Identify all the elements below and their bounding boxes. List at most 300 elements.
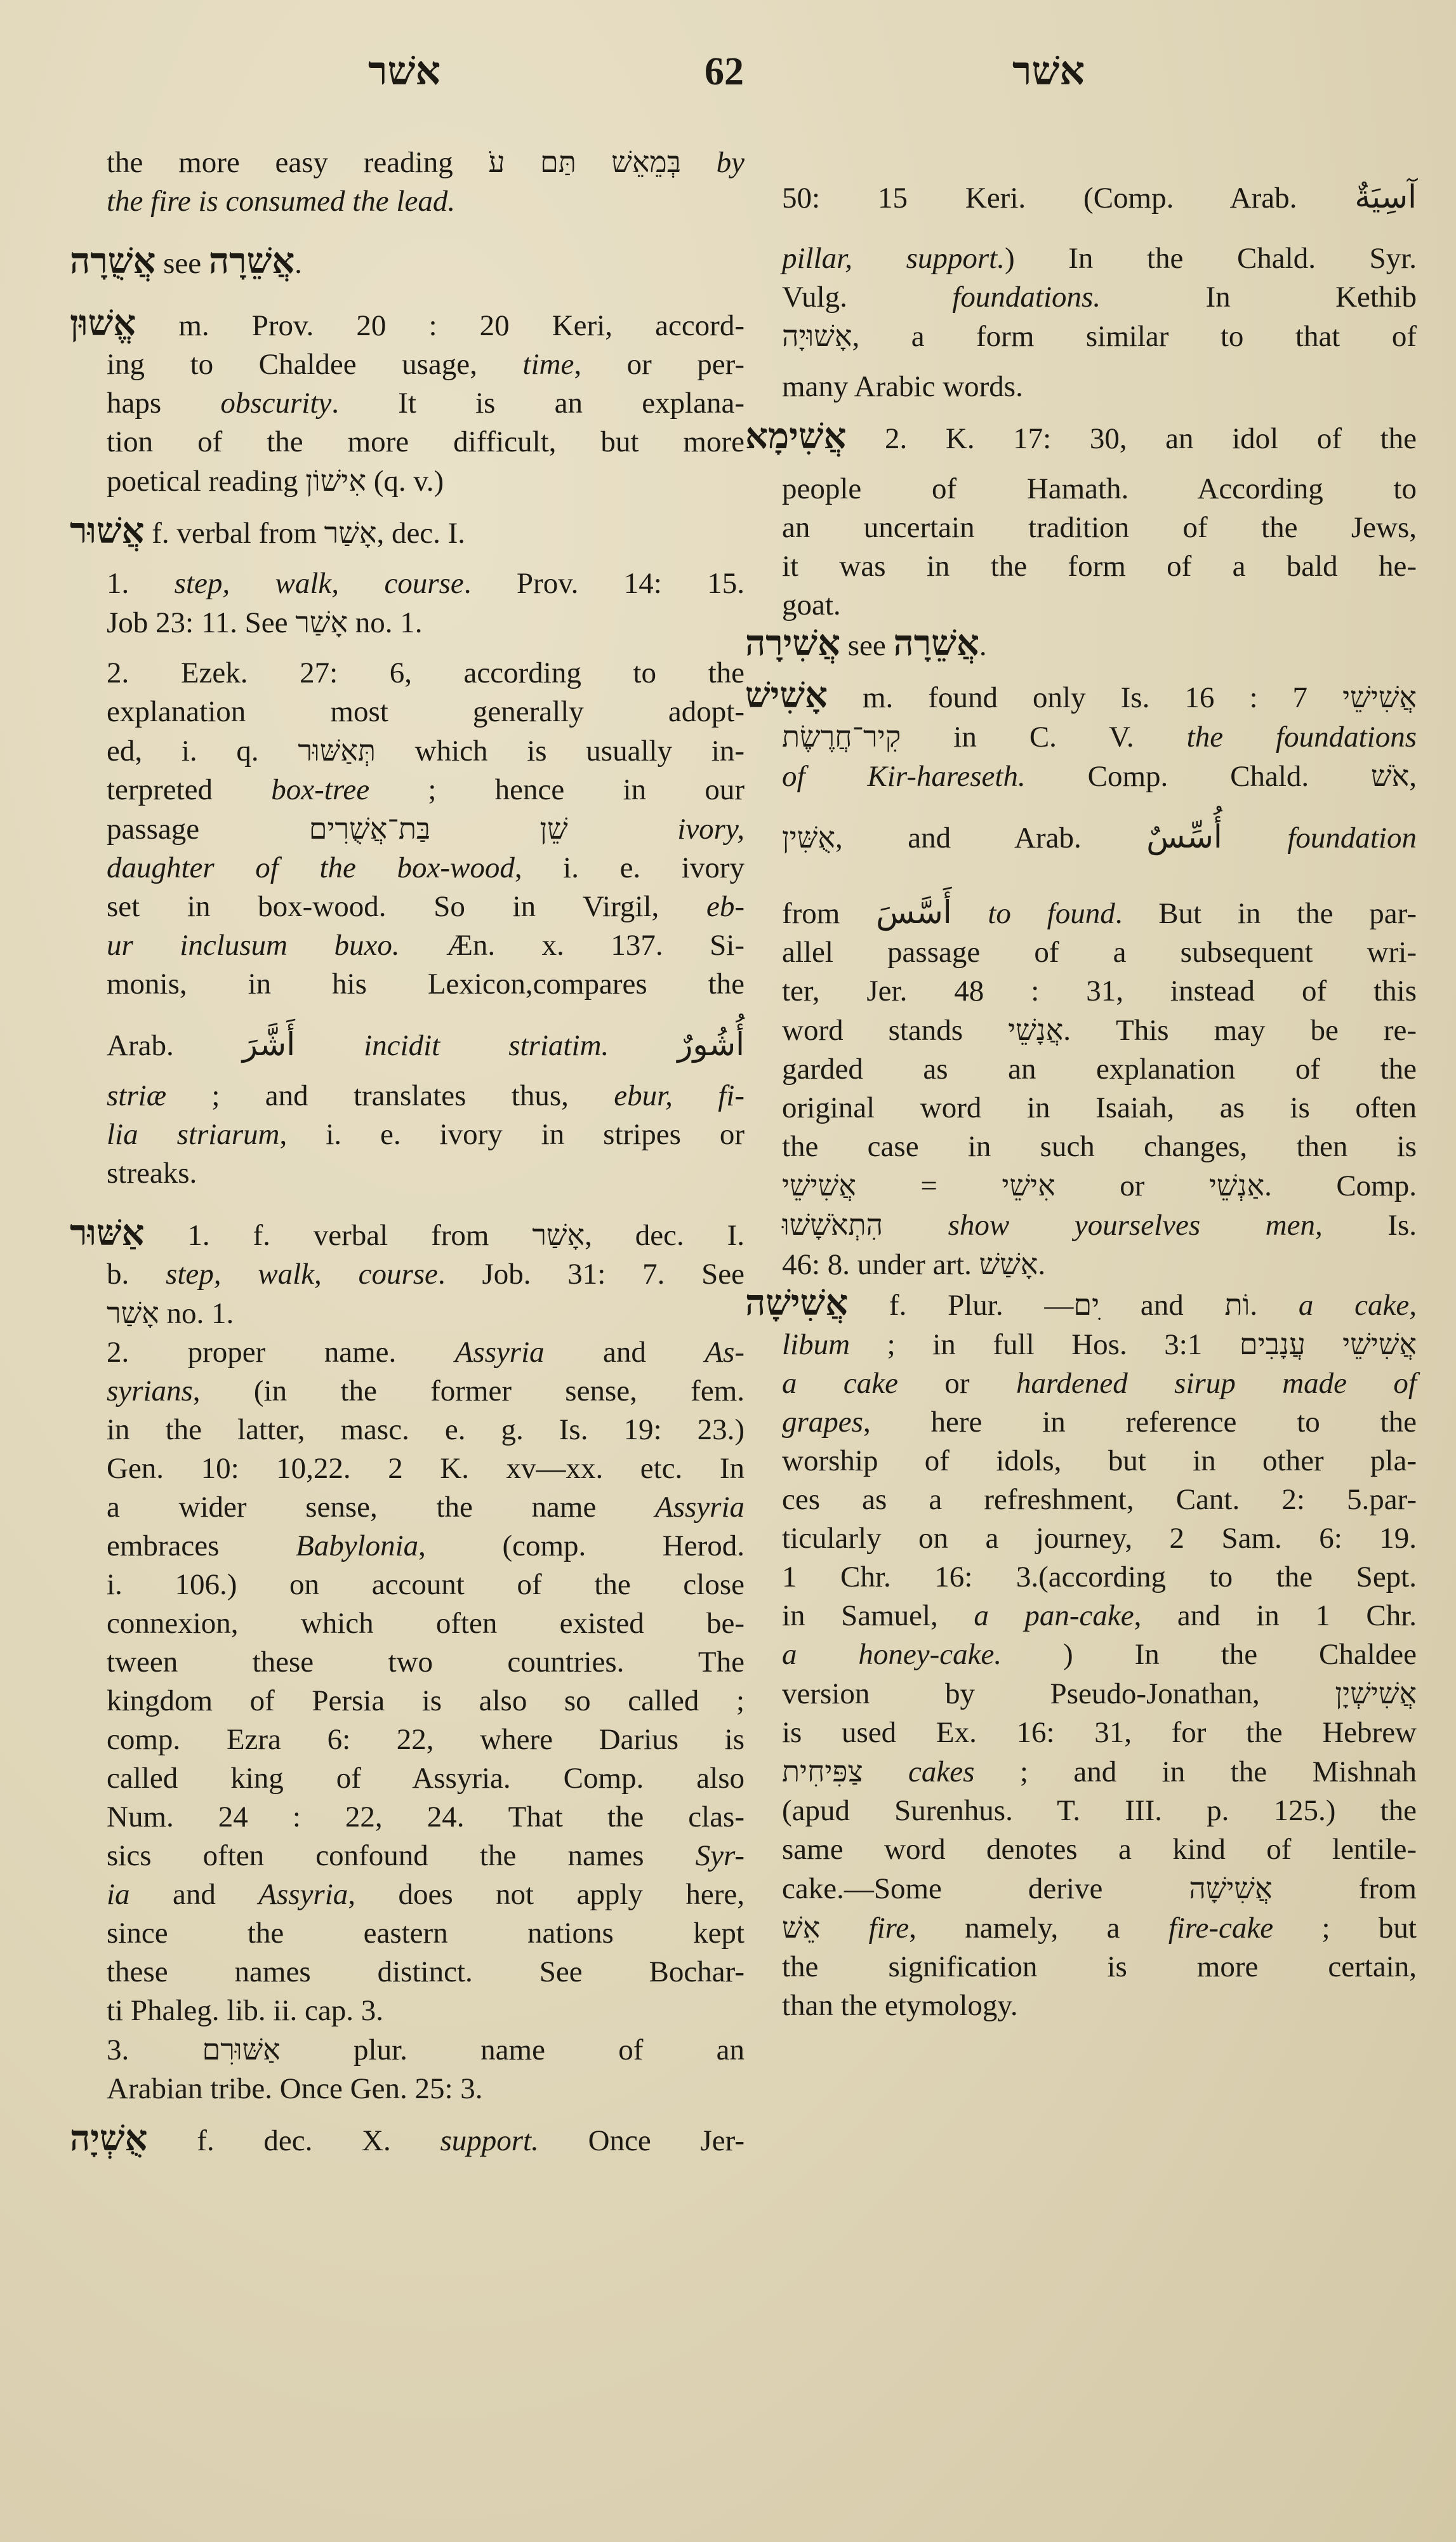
italic-gloss: by	[680, 146, 745, 179]
text-run: . Comp.	[1264, 1169, 1417, 1202]
hebrew-word: שֵׁן בַּת־אֲשֻׁרִים	[308, 813, 568, 845]
text-run: garded as an explanation of the	[782, 1053, 1417, 1086]
text-run: in Samuel,	[782, 1599, 974, 1632]
text-run: .	[979, 629, 987, 662]
text-line	[107, 462, 745, 501]
italic-gloss: a cake	[782, 1367, 898, 1400]
headword: אֲשׁוּר	[70, 512, 145, 551]
text-run: explanation most generally adopt-	[107, 695, 745, 728]
text-run: b.	[107, 1258, 166, 1291]
italic-gloss: cakes	[908, 1755, 975, 1788]
headword: אָשִׁישׁ	[745, 676, 828, 715]
italic-gloss: the foundations	[1186, 721, 1417, 754]
text-run: 2. proper name.	[107, 1336, 455, 1369]
text-line	[107, 1914, 745, 1953]
text-line	[782, 1869, 1417, 1908]
italic-gloss: ia	[107, 1878, 130, 1911]
text-run: kingdom of Persia is also so called ;	[107, 1684, 745, 1717]
text-run: . This may be re-	[1063, 1014, 1417, 1047]
text-run: word stands	[782, 1014, 1009, 1047]
text-run: tween these two countries. The	[107, 1646, 745, 1679]
text-line	[107, 1604, 745, 1643]
italic-gloss: support.	[440, 2124, 539, 2157]
text-run: is used Ex. 16: 31, for the Hebrew	[782, 1716, 1417, 1749]
text-run: Job 23: 11. See	[107, 606, 296, 639]
spacer	[107, 1065, 745, 1077]
headword: אֲשֻׁרָה	[70, 242, 156, 281]
italic-gloss: show yourselves men,	[948, 1209, 1323, 1242]
text-line	[107, 182, 745, 221]
italic-gloss: daughter of the box-wood	[107, 851, 515, 884]
text-run: in C. V.	[901, 721, 1187, 754]
arabic-word: أَسَّسَ	[876, 895, 952, 930]
text-run: see	[156, 247, 209, 280]
hebrew-word: אֻשִּׁין	[782, 822, 835, 854]
italic-gloss: eb-	[706, 890, 745, 923]
spacer	[107, 1193, 745, 1214]
text-run: Once Jer-	[538, 2124, 745, 2157]
text-line	[107, 731, 745, 771]
entry-headline	[745, 677, 1417, 717]
text-run: or	[1055, 1169, 1209, 1202]
italic-gloss: As-	[705, 1336, 745, 1369]
headword: אֲשֵׁרָה	[893, 624, 979, 663]
text-line	[107, 654, 745, 693]
text-line	[107, 1294, 745, 1333]
text-run: the signification is more certain,	[782, 1950, 1417, 1983]
text-line	[782, 1206, 1417, 1245]
text-line	[107, 1837, 745, 1875]
text-run: m. found only Is. 16 : 7	[827, 681, 1343, 714]
spacer	[782, 218, 1417, 239]
text-line	[782, 368, 1417, 406]
text-run: , namely, a	[909, 1912, 1168, 1945]
text-run: worship of idols, but in other pla-	[782, 1444, 1417, 1477]
text-line	[782, 1325, 1417, 1364]
text-line	[107, 603, 745, 642]
running-head-left: אשׁר	[368, 50, 441, 93]
text-run: and	[544, 1336, 705, 1369]
page-number: 62	[705, 50, 744, 93]
spacer	[107, 283, 745, 305]
spacer	[107, 221, 745, 243]
text-line	[107, 1411, 745, 1449]
hebrew-word: אֲשִׁישָׁה	[1189, 1872, 1273, 1905]
text-line	[782, 1166, 1417, 1206]
text-run: ; in full Hos. 3:1	[850, 1328, 1240, 1361]
text-run: , a form similar to that of	[852, 320, 1417, 353]
text-line	[107, 1759, 745, 1798]
text-run: m. Prov. 20 : 20 Keri, accord-	[136, 309, 745, 342]
italic-gloss: a honey-cake.	[782, 1638, 1002, 1671]
text-line	[782, 547, 1417, 586]
text-line	[107, 1720, 745, 1759]
text-run: 1 Chr. 16: 3.(according to the Sept.	[782, 1560, 1417, 1594]
text-run: from	[782, 897, 877, 930]
text-run: in the latter, masc. e. g. Is. 19: 23.)	[107, 1413, 745, 1446]
text-run: many Arabic words.	[782, 370, 1023, 403]
hebrew-word: אֲשִׁישֵׁי	[1342, 681, 1417, 714]
text-run: Comp. Chald.	[1025, 760, 1372, 793]
text-run: sics often confound the names	[107, 1839, 696, 1872]
text-line	[782, 1089, 1417, 1128]
italic-gloss: libum	[782, 1328, 850, 1361]
text-run: (apud Surenhus. T. III. p. 125.) the	[782, 1794, 1417, 1827]
text-line	[107, 1875, 745, 1914]
text-run: . But in the par-	[1115, 897, 1417, 930]
text-run: Is.	[1322, 1209, 1417, 1242]
text-line	[782, 1519, 1417, 1558]
text-run: 3.	[107, 2033, 202, 2066]
text-run: .	[295, 247, 302, 280]
text-run: streaks.	[107, 1157, 197, 1190]
text-run: see	[840, 629, 894, 662]
italic-gloss: pillar, support.	[782, 242, 1005, 275]
text-run: Num. 24 : 22, 24. That the clas-	[107, 1800, 745, 1833]
text-line	[782, 470, 1417, 509]
text-run: embraces	[107, 1529, 296, 1562]
italic-gloss: incidit striatim.	[364, 1029, 609, 1062]
text-run: cake.—Some derive	[782, 1872, 1189, 1905]
hebrew-word: אָשַׁר	[324, 517, 377, 549]
text-line	[782, 1635, 1417, 1674]
text-line	[107, 143, 745, 182]
text-run: 1.	[107, 567, 175, 600]
text-run: Arab.	[107, 1029, 242, 1062]
hebrew-word: אַנְשֵׁי	[1208, 1169, 1265, 1202]
text-run: poetical reading	[107, 465, 306, 498]
text-line	[782, 933, 1417, 972]
hebrew-word: צַפִּיחִית	[782, 1755, 863, 1788]
text-run: ter, Jer. 48 : 31, instead of this	[782, 975, 1417, 1008]
text-line	[107, 1643, 745, 1682]
hebrew-word: הִתְאֹשָׁשׁוּ	[782, 1209, 884, 1241]
text-run: , and Arab.	[835, 822, 1147, 855]
text-run: , here in reference to the	[863, 1406, 1417, 1439]
text-run: since the eastern nations kept	[107, 1917, 745, 1950]
text-run: ti Phaleg. lib. ii. cap. 3.	[107, 1994, 383, 2027]
text-run: . Prov. 14: 15.	[463, 567, 745, 600]
text-line	[782, 1245, 1417, 1284]
spacer	[107, 1004, 745, 1025]
arabic-word: أُسِّسٌ	[1146, 819, 1222, 855]
text-run	[568, 813, 678, 846]
text-line	[782, 1050, 1417, 1089]
text-run: allel passage of a subsequent wri-	[782, 936, 1417, 969]
text-run: f. Plur.	[848, 1289, 1045, 1322]
text-line	[107, 1449, 745, 1488]
text-line	[107, 1025, 745, 1065]
hebrew-word: אֹשׁ	[1371, 760, 1410, 792]
text-line	[107, 1798, 745, 1837]
hebrew-word: אֲשִׁישֵׁי עֲנָבִים	[1239, 1328, 1417, 1361]
text-line	[782, 509, 1417, 547]
entry-headline	[745, 625, 1417, 665]
text-line	[107, 1682, 745, 1720]
text-run: ed, i. q.	[107, 735, 298, 768]
text-run: the case in such changes, then is	[782, 1130, 1417, 1163]
text-line	[782, 1714, 1417, 1752]
text-line	[107, 345, 745, 384]
text-run: 2. Ezek. 27: 6, according to the	[107, 656, 745, 689]
text-run: . Job. 31: 7. See	[437, 1258, 745, 1291]
text-run	[952, 897, 988, 930]
text-line	[107, 1115, 745, 1154]
text-line	[782, 1948, 1417, 1986]
text-run: no. 1.	[348, 606, 423, 639]
italic-gloss: step, walk, course	[166, 1258, 438, 1291]
text-line	[782, 317, 1417, 356]
text-line	[107, 384, 745, 423]
italic-gloss: box-tree	[271, 773, 370, 806]
text-run: and	[1099, 1289, 1225, 1322]
hebrew-word: אָשַׁר	[295, 606, 348, 639]
text-run: no. 1.	[159, 1297, 234, 1330]
text-run: , i. e. ivory	[514, 851, 745, 884]
italic-gloss: step, walk, course	[174, 567, 464, 600]
text-run: passage	[107, 813, 309, 846]
text-line	[782, 278, 1417, 317]
italic-gloss: of Kir-hareseth.	[782, 760, 1026, 793]
text-line	[107, 888, 745, 926]
arabic-word: أُشُورٌ	[677, 1027, 745, 1062]
entry-headline	[745, 418, 1417, 458]
entry-headline	[70, 512, 745, 553]
right-column	[745, 178, 1417, 2025]
arabic-word: أَشَّرَ	[242, 1027, 296, 1062]
headword: אֲשִׁישָׁה	[745, 1284, 849, 1323]
text-run: from	[1272, 1872, 1417, 1905]
spacer	[107, 2108, 745, 2120]
text-run: ,	[1409, 760, 1417, 793]
italic-gloss: ebur, fi-	[614, 1079, 745, 1112]
text-run: called king of Assyria. Comp. also	[107, 1762, 745, 1795]
text-line	[107, 1488, 745, 1527]
text-run: (q. v.)	[366, 465, 444, 498]
text-run: or	[898, 1367, 1016, 1400]
spacer	[782, 665, 1417, 677]
text-line	[782, 1597, 1417, 1635]
italic-gloss: ivory,	[677, 813, 745, 846]
text-run: ing to Chaldee usage,	[107, 348, 523, 381]
italic-gloss: hardened sirup made of	[1016, 1367, 1417, 1400]
italic-gloss: Babylonia	[295, 1529, 419, 1562]
text-run: , dec. I.	[376, 517, 466, 550]
text-line	[107, 1992, 745, 2030]
text-run: set in box-wood. So in Virgil,	[107, 890, 706, 923]
entry-headline	[70, 1214, 745, 1255]
italic-gloss: Assyria	[258, 1878, 348, 1911]
italic-gloss: a pan-cake	[974, 1599, 1134, 1632]
text-line	[782, 1011, 1417, 1050]
text-run	[863, 1755, 908, 1788]
text-run: . It is an explana-	[331, 387, 745, 420]
italic-gloss: time	[522, 348, 574, 381]
text-run: Æn. x. 137. Si-	[399, 929, 745, 962]
text-run: Arabian tribe. Once Gen. 25: 3.	[107, 2072, 483, 2105]
text-run	[1222, 822, 1288, 855]
headword: אֲשֵׁרָה	[208, 242, 295, 281]
entry-headline	[70, 305, 745, 345]
text-line	[782, 239, 1417, 278]
text-line	[107, 1154, 745, 1193]
text-line	[782, 972, 1417, 1011]
hebrew-word: אָשׁוּיָה	[782, 320, 852, 352]
italic-gloss: Assyria	[655, 1491, 745, 1524]
text-run: ticularly on a journey, 2 Sam. 6: 19.	[782, 1522, 1417, 1555]
text-run: , i. e. ivory in stripes or	[279, 1118, 745, 1151]
spacer	[107, 642, 745, 654]
text-run: .	[1250, 1289, 1299, 1322]
text-run: than the etymology.	[782, 1989, 1018, 2022]
italic-gloss: the fire is consumed the lead.	[107, 185, 456, 218]
text-run: people of Hamath. According to	[782, 472, 1417, 505]
text-run: f. dec. X.	[147, 2124, 440, 2157]
text-run: haps	[107, 387, 221, 420]
italic-gloss: lia striarum	[107, 1118, 280, 1151]
text-line	[782, 1908, 1417, 1948]
italic-gloss: Assyria	[454, 1336, 545, 1369]
text-run: 50: 15 Keri. (Comp. Arab.	[782, 182, 1355, 215]
italic-gloss: fire-cake	[1168, 1912, 1274, 1945]
text-line	[782, 1403, 1417, 1442]
entry-headline	[745, 1284, 1417, 1325]
text-line	[782, 818, 1417, 858]
text-run	[820, 1912, 868, 1945]
text-line	[782, 1792, 1417, 1830]
text-line	[782, 1481, 1417, 1519]
text-line	[782, 1128, 1417, 1166]
spacer	[782, 406, 1417, 418]
text-line	[107, 693, 745, 731]
italic-gloss: foundation	[1287, 822, 1417, 855]
spacer	[782, 796, 1417, 818]
text-line	[107, 926, 745, 965]
text-run: ; hence in our	[369, 773, 745, 806]
text-run: f. verbal from	[144, 517, 324, 550]
text-run: ) In the Chald. Syr.	[1004, 242, 1417, 275]
running-head-right: אשׁר	[1012, 50, 1085, 93]
headword: אֱשׁוּן	[70, 304, 136, 343]
text-run: , does not apply here,	[348, 1878, 745, 1911]
entry-headline	[70, 243, 745, 283]
text-run: i. 106.) on account of the close	[107, 1568, 745, 1601]
hebrew-word: תְּאַשּׁוּר	[298, 735, 376, 767]
text-run: In Kethib	[1101, 281, 1417, 314]
text-run	[609, 1029, 677, 1062]
hebrew-word: אָשַׁשׁ	[979, 1248, 1038, 1281]
text-line	[782, 1558, 1417, 1597]
italic-gloss: grapes	[782, 1406, 863, 1439]
text-run: tion of the more difficult, but more	[107, 425, 745, 458]
hebrew-word: אָשַׁר	[107, 1297, 159, 1329]
spacer	[107, 553, 745, 564]
text-line	[107, 1953, 745, 1992]
text-run: 46: 8. under art.	[782, 1248, 979, 1281]
text-run: =	[856, 1169, 1002, 1202]
text-run: connexion, which often existed be-	[107, 1607, 745, 1640]
hebrew-word: אֲשִׁישֵׁי	[782, 1169, 856, 1202]
text-run: ) In the Chaldee	[1002, 1638, 1417, 1671]
italic-gloss: to found	[988, 897, 1115, 930]
text-line	[107, 849, 745, 888]
hebrew-word: קִיר־חֲרֶשֶׂת	[782, 721, 901, 753]
text-run: the more easy reading	[107, 146, 489, 179]
text-line	[782, 1442, 1417, 1481]
text-run: terpreted	[107, 773, 272, 806]
hebrew-word: אִישׁוֹן	[305, 465, 366, 497]
italic-gloss: obscurity	[220, 387, 332, 420]
headword: אֻשְׁיָה	[70, 2119, 148, 2159]
text-run	[883, 1209, 948, 1242]
spacer	[107, 501, 745, 512]
italic-gloss: Syr-	[695, 1839, 745, 1872]
text-run	[295, 1029, 364, 1062]
text-line	[107, 1566, 745, 1604]
page-header	[0, 50, 1456, 107]
text-run: , dec. I.	[585, 1219, 745, 1252]
text-run: 2. K. 17: 30, an idol of the	[846, 422, 1417, 455]
text-line	[107, 809, 745, 849]
hebrew-word: אַשּׁוּרִם	[202, 2033, 281, 2066]
hebrew-word: אֲשִׁישְׁיָן	[1335, 1677, 1417, 1710]
text-line	[107, 1255, 745, 1294]
left-column	[70, 143, 745, 2160]
text-run: ; and translates thus,	[166, 1079, 614, 1112]
hebrew-word: אֵשׁ	[782, 1912, 821, 1944]
text-line	[782, 1674, 1417, 1714]
text-line	[107, 965, 745, 1004]
italic-gloss: foundations.	[952, 281, 1101, 314]
spacer	[782, 858, 1417, 893]
hebrew-word: וֹת	[1224, 1289, 1250, 1321]
hebrew-word: אֲנָשֵׁי	[1008, 1014, 1064, 1046]
text-line	[107, 1372, 745, 1411]
hebrew-word: בְּמֵאֵשׁ תַּם עֹ	[488, 146, 681, 178]
text-line	[782, 893, 1417, 933]
text-run: these names distinct. See Bochar-	[107, 1955, 745, 1988]
text-line	[782, 1364, 1417, 1403]
text-line	[107, 2070, 745, 2108]
arabic-word: آسِيَةٌ	[1354, 179, 1417, 215]
text-run: 1. f. verbal from	[144, 1219, 533, 1252]
entry-headline	[70, 2120, 745, 2160]
italic-gloss: fire	[868, 1912, 910, 1945]
text-run: .	[1038, 1248, 1046, 1281]
text-run: Gen. 10: 10,22. 2 K. xv—xx. etc. In	[107, 1452, 745, 1485]
text-run: , or per-	[574, 348, 745, 381]
text-run: , (comp. Herod.	[418, 1529, 745, 1562]
text-run: original word in Isaiah, as is often	[782, 1091, 1417, 1124]
text-run: it was in the form of a bald he-	[782, 550, 1417, 583]
spacer	[782, 356, 1417, 368]
text-run: goat.	[782, 589, 841, 622]
italic-gloss: striæ	[107, 1079, 167, 1112]
italic-gloss: a cake,	[1298, 1289, 1417, 1322]
text-line	[782, 1830, 1417, 1869]
text-line	[782, 178, 1417, 218]
text-line	[782, 1986, 1417, 2025]
text-run: ; and in the Mishnah	[974, 1755, 1417, 1788]
text-line	[782, 586, 1417, 625]
hebrew-word: אָשַׁר	[532, 1219, 585, 1251]
text-line	[107, 1077, 745, 1115]
text-line	[107, 771, 745, 809]
spacer	[782, 458, 1417, 470]
text-run: , and in 1 Chr.	[1134, 1599, 1417, 1632]
text-run: plur. name of an	[280, 2033, 745, 2066]
text-run: and	[129, 1878, 259, 1911]
